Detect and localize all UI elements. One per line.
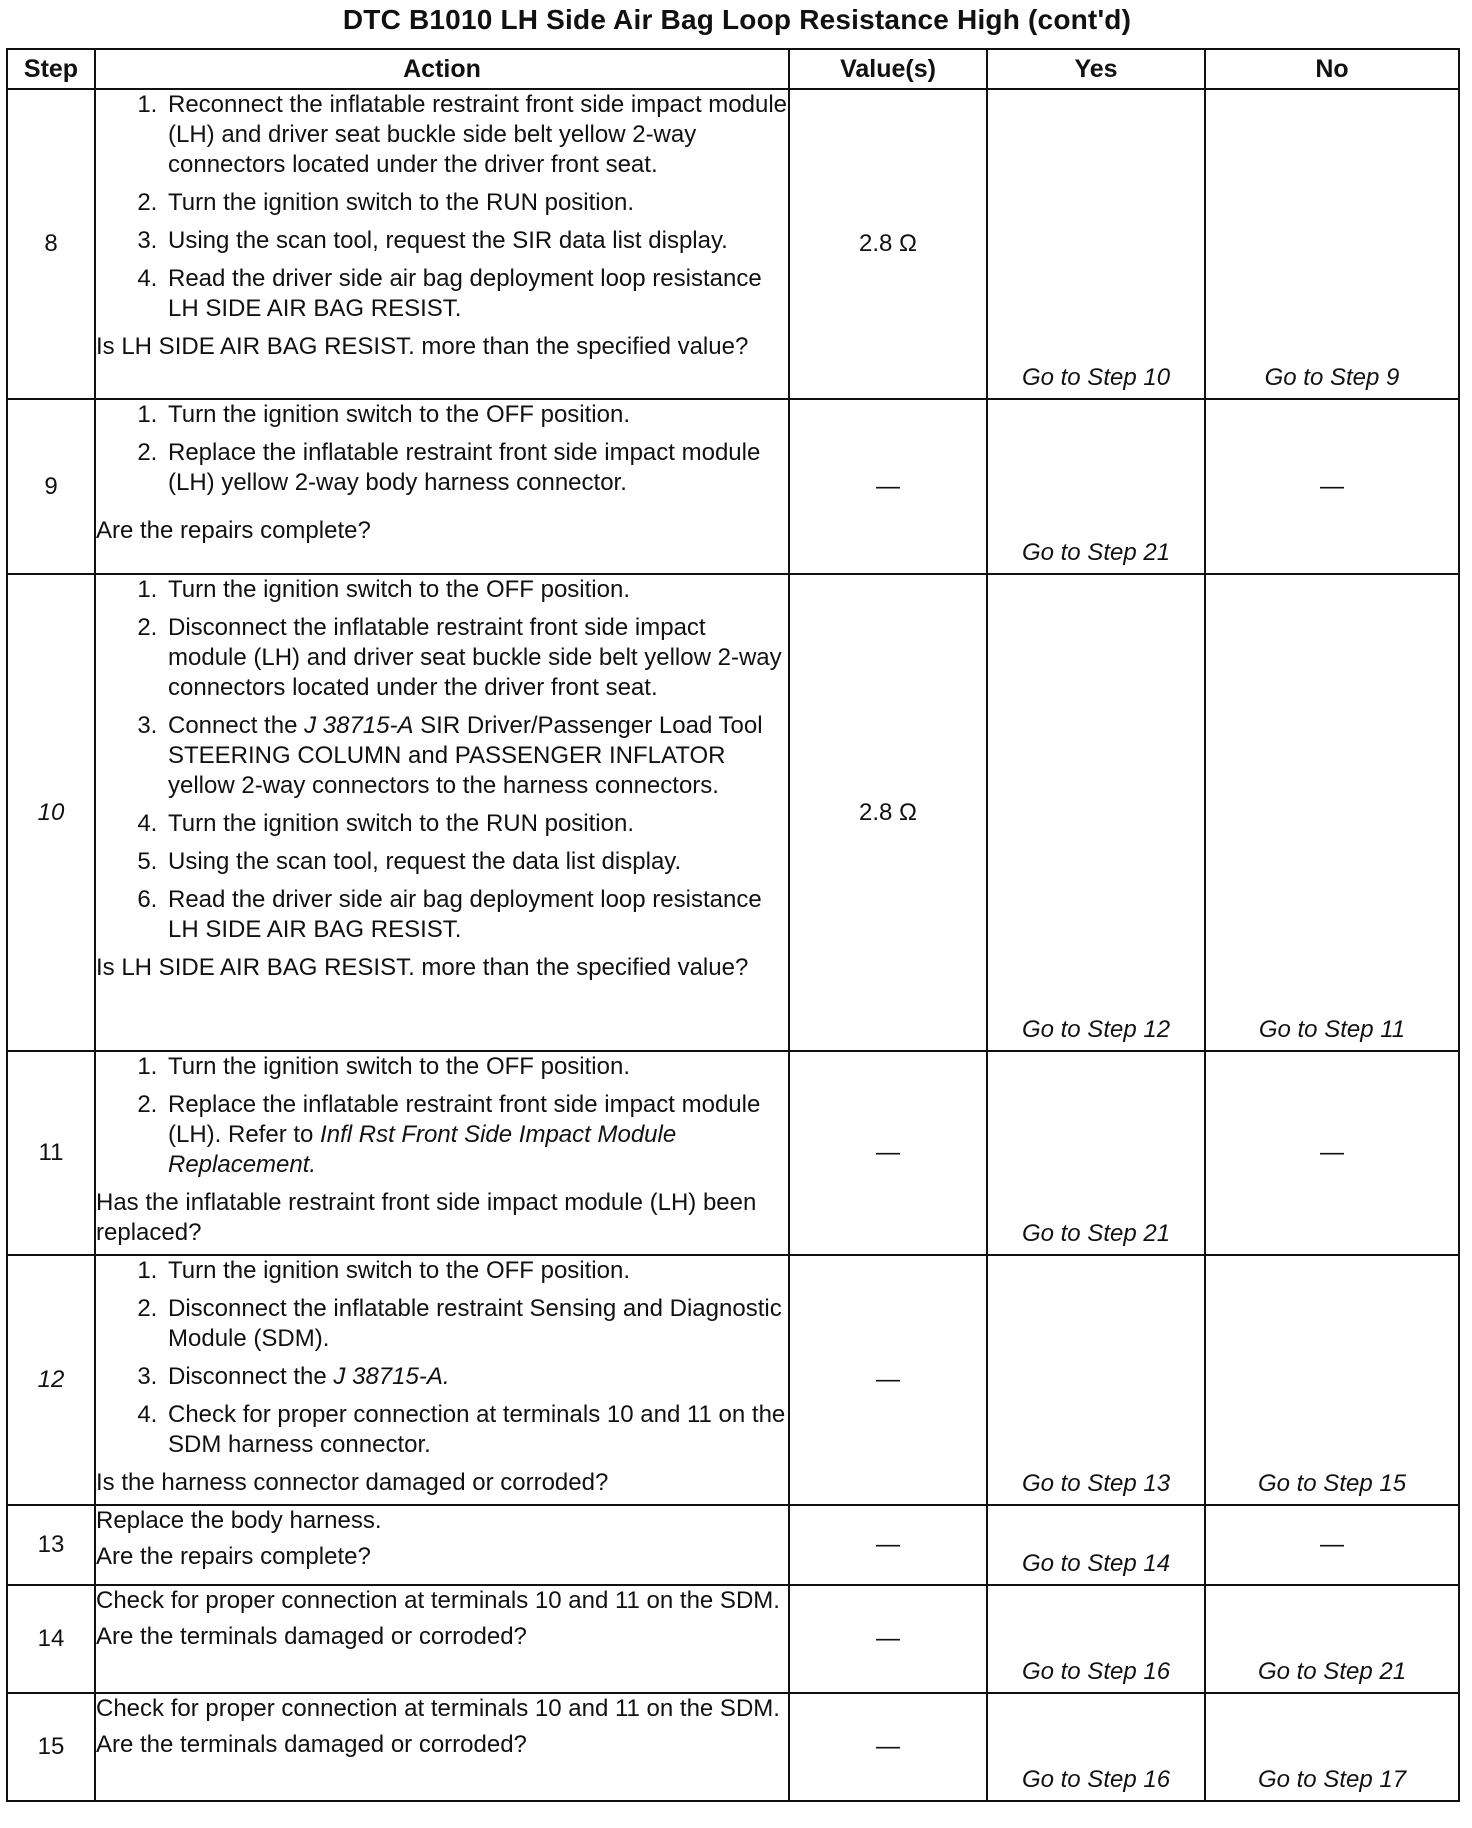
action-question: Has the inflatable restraint front side impact module (LH) been replaced?	[96, 1189, 757, 1246]
action-steps	[96, 1256, 788, 1460]
header-action: Action	[95, 49, 789, 89]
action-step-text: Disconnect the	[168, 1363, 334, 1390]
action-question: Are the terminals damaged or corroded?	[96, 1731, 527, 1758]
yes-cell	[987, 1255, 1205, 1505]
table-row-step-8	[7, 89, 1459, 399]
no-cell	[1205, 1693, 1459, 1801]
step-number: 15	[7, 1693, 95, 1801]
action-step: 1. Turn the ignition switch to the OFF position.	[164, 1052, 788, 1082]
table-row-step-9	[7, 399, 1459, 574]
action-question: Are the terminals damaged or corroded?	[96, 1623, 527, 1650]
value-cell: 2.8 Ω	[789, 89, 987, 399]
action-step: 2. Disconnect the inflatable restraint Sensing and Diagnostic Module (SDM).	[164, 1294, 788, 1354]
table-row-step-15	[7, 1693, 1459, 1801]
value-cell: 2.8 Ω	[789, 574, 987, 1051]
action-step: 2. Replace the inflatable restraint front side impact module (LH) yellow 2-way body harness connector.	[164, 438, 788, 498]
table-header-row	[7, 49, 1459, 89]
action-cell	[95, 1051, 789, 1255]
action-steps	[96, 575, 788, 945]
action-text: Replace the body harness.	[96, 1507, 382, 1534]
step-number: 14	[7, 1585, 95, 1693]
action-cell	[95, 1255, 789, 1505]
action-cell	[95, 1585, 789, 1693]
no-cell: —	[1205, 399, 1459, 574]
no-goto: Go to Step 17	[1257, 1766, 1407, 1793]
action-step: 4. Turn the ignition switch to the RUN position.	[164, 809, 788, 839]
value-cell: —	[789, 1255, 987, 1505]
yes-goto: Go to Step 10	[1021, 364, 1171, 391]
action-step: 5. Using the scan tool, request the data list display.	[164, 847, 788, 877]
tool-reference: J 38715-A	[304, 712, 414, 739]
no-cell: —	[1205, 1505, 1459, 1585]
no-cell	[1205, 1585, 1459, 1693]
action-text: Check for proper connection at terminals 10 and 11 on the SDM.	[96, 1587, 780, 1614]
value-cell: —	[789, 399, 987, 574]
yes-cell	[987, 89, 1205, 399]
action-step	[164, 1090, 788, 1180]
no-cell	[1205, 89, 1459, 399]
step-number: 8	[7, 89, 95, 399]
no-goto: Go to Step 21	[1257, 1658, 1407, 1685]
action-step: 4. Check for proper connection at terminals 10 and 11 on the SDM harness connector.	[164, 1400, 788, 1460]
step-number: 13	[7, 1505, 95, 1585]
yes-goto: Go to Step 14	[1021, 1550, 1171, 1577]
action-step: 4. Read the driver side air bag deployment loop resistance LH SIDE AIR BAG RESIST.	[164, 264, 788, 324]
header-step: Step	[7, 49, 95, 89]
yes-goto: Go to Step 16	[1021, 1658, 1171, 1685]
header-yes: Yes	[987, 49, 1205, 89]
action-cell	[95, 1693, 789, 1801]
value-cell: —	[789, 1505, 987, 1585]
tool-reference: J 38715-A.	[333, 1363, 450, 1390]
action-step-text: Connect the	[168, 712, 305, 739]
table-row-step-11	[7, 1051, 1459, 1255]
yes-goto: Go to Step 13	[1021, 1470, 1171, 1497]
document-page	[6, 0, 1458, 1793]
action-text: Check for proper connection at terminals 10 and 11 on the SDM.	[96, 1695, 780, 1722]
header-no: No	[1205, 49, 1459, 89]
value-cell: —	[789, 1585, 987, 1693]
no-cell	[1205, 1255, 1459, 1505]
action-step-text: SIR Driver/Passenger Load Tool STEERING COLUMN and PASSENGER INFLATOR yellow 2-way connectors to the harness connectors.	[168, 712, 763, 799]
no-goto: Go to Step 11	[1258, 1016, 1406, 1043]
header-values: Value(s)	[789, 49, 987, 89]
step-number: 11	[7, 1051, 95, 1255]
diagnostic-table	[6, 48, 1460, 1802]
table-row-step-12	[7, 1255, 1459, 1505]
action-steps	[96, 1052, 788, 1180]
action-question: Is LH SIDE AIR BAG RESIST. more than the specified value?	[96, 954, 749, 981]
action-cell	[95, 399, 789, 574]
action-step: 3. Using the scan tool, request the SIR data list display.	[164, 226, 788, 256]
action-step: 1. Turn the ignition switch to the OFF position.	[164, 575, 788, 605]
action-question: Are the repairs complete?	[96, 517, 371, 544]
procedure-reference: Infl Rst Front Side Impact Module Replacement.	[168, 1121, 677, 1178]
value-cell: —	[789, 1051, 987, 1255]
page-title: DTC B1010 LH Side Air Bag Loop Resistance High (cont'd)	[342, 4, 1132, 35]
value-cell: —	[789, 1693, 987, 1801]
action-steps	[96, 400, 788, 498]
no-cell: —	[1205, 1051, 1459, 1255]
no-goto: Go to Step 15	[1257, 1470, 1407, 1497]
action-steps	[96, 90, 788, 324]
action-step: 2. Turn the ignition switch to the RUN position.	[164, 188, 788, 218]
yes-goto: Go to Step 16	[1021, 1766, 1171, 1793]
action-cell	[95, 1505, 789, 1585]
action-step: 2. Disconnect the inflatable restraint front side impact module (LH) and driver seat buckle side belt yellow 2-way connectors located under the driver front seat.	[164, 613, 788, 703]
yes-cell	[987, 399, 1205, 574]
table-row-step-13	[7, 1505, 1459, 1585]
table-row-step-10	[7, 574, 1459, 1051]
yes-cell	[987, 1505, 1205, 1585]
step-number: 9	[7, 399, 95, 574]
yes-cell	[987, 574, 1205, 1051]
yes-goto: Go to Step 21	[1021, 539, 1171, 566]
action-cell	[95, 574, 789, 1051]
action-step	[164, 1362, 788, 1392]
step-number: 12	[7, 1255, 95, 1505]
action-cell	[95, 89, 789, 399]
action-question: Is LH SIDE AIR BAG RESIST. more than the specified value?	[96, 333, 749, 360]
action-step: 1. Reconnect the inflatable restraint front side impact module (LH) and driver seat buckle side belt yellow 2-way connectors located under the driver front seat.	[164, 90, 788, 180]
action-question: Are the repairs complete?	[96, 1543, 371, 1570]
yes-goto: Go to Step 21	[1021, 1220, 1171, 1247]
action-step-text: Replace the inflatable restraint front side impact module (LH). Refer to	[168, 1091, 761, 1148]
step-number: 10	[7, 574, 95, 1051]
action-step: 1. Turn the ignition switch to the OFF position.	[164, 1256, 788, 1286]
action-question: Is the harness connector damaged or corroded?	[96, 1469, 609, 1496]
action-step	[164, 711, 788, 801]
no-goto: Go to Step 9	[1264, 364, 1400, 391]
yes-cell	[987, 1693, 1205, 1801]
no-cell	[1205, 574, 1459, 1051]
action-step: 1. Turn the ignition switch to the OFF position.	[164, 400, 788, 430]
yes-goto: Go to Step 12	[1021, 1016, 1171, 1043]
table-row-step-14	[7, 1585, 1459, 1693]
action-step: 6. Read the driver side air bag deployment loop resistance LH SIDE AIR BAG RESIST.	[164, 885, 788, 945]
yes-cell	[987, 1051, 1205, 1255]
yes-cell	[987, 1585, 1205, 1693]
